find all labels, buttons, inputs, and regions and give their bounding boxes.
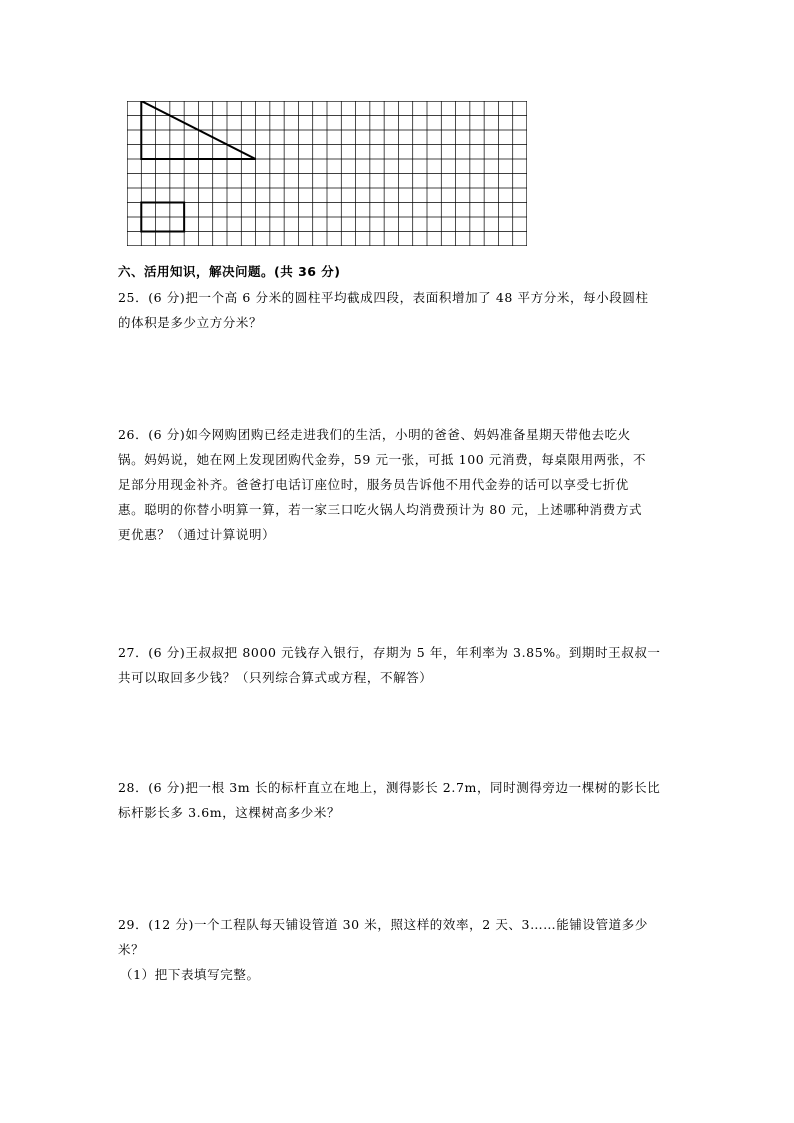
question-line: 足部分用现金补齐。爸爸打电话订座位时，服务员告诉他不用代金券的话可以享受七折优 bbox=[118, 477, 629, 492]
question-line: 29．(12 分)一个工程队每天铺设管道 30 米，照这样的效率，2 天、3……能铺设管道多少 bbox=[118, 917, 648, 932]
question-line: 的体积是多少立方分米？ bbox=[118, 315, 263, 330]
question-line: 共可以取回多少钱？（只列综合算式或方程，不解答） bbox=[118, 670, 433, 685]
question-line: 惠。聪明的你替小明算一算，若一家三口吃火锅人均消费预计为 80 元，上述哪种消费方式 bbox=[118, 502, 643, 517]
question-line: 25．(6 分)把一个高 6 分米的圆柱平均截成四段，表面积增加了 48 平方分米，每小段圆柱 bbox=[118, 290, 649, 305]
question-28 bbox=[118, 775, 678, 825]
question-line: 标杆影长多 3.6m，这棵树高多少米？ bbox=[118, 805, 341, 820]
question-line: 27．(6 分)王叔叔把 8000 元钱存入银行，存期为 5 年，年利率为 3.85%。到期时王叔叔一 bbox=[118, 645, 661, 660]
question-line: 锅。妈妈说，她在网上发现团购代金券，59 元一张，可抵 100 元消费，每桌限用两张，不 bbox=[118, 452, 647, 467]
question-line: 米？ bbox=[118, 942, 145, 957]
question-line: 26．(6 分)如今网购团购已经走进我们的生活，小明的爸爸、妈妈准备星期天带他去吃火 bbox=[118, 427, 631, 442]
section-title: 六、活用知识，解决问题。(共 36 分) bbox=[118, 264, 341, 279]
grid-figure bbox=[127, 101, 527, 246]
question-29 bbox=[118, 912, 678, 962]
question-27 bbox=[118, 640, 678, 690]
question-26 bbox=[118, 422, 678, 547]
question-25 bbox=[118, 285, 678, 335]
subquestion-1: （1）把下表填写完整。 bbox=[120, 967, 260, 982]
grid-lines bbox=[127, 101, 527, 246]
question-line: 28．(6 分)把一根 3m 长的标杆直立在地上，测得影长 2.7m，同时测得旁边一棵树的影长比 bbox=[118, 780, 661, 795]
question-line: 更优惠？（通过计算说明） bbox=[118, 527, 276, 542]
